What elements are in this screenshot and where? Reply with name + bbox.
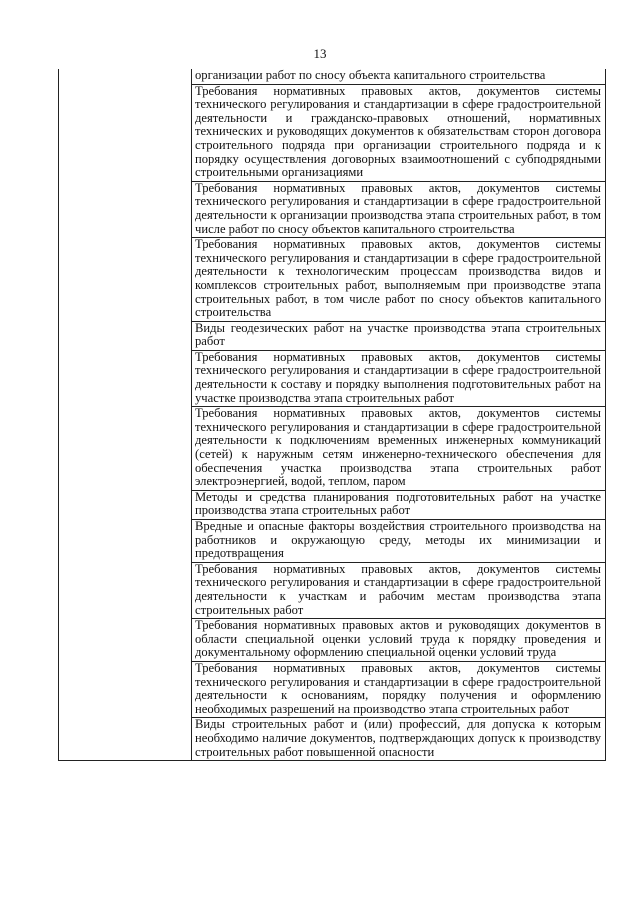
table-cell-text (192, 350, 606, 406)
cell-text: Требования нормативных правовых актов, документов системы технического регулирования и стандартизации в сфере градостроительной деятельности и гражданско-правовых отношений, нормативных технических и руководящих документов к обязательствам сторон договора строительного подряда при организации строительного подряда и к порядку осуществления договорных взаимоотношений с субподрядными строительными организациями (195, 83, 601, 180)
table-cell-text (192, 84, 606, 181)
cell-text: Методы и средства планирования подготовительных работ на участке производства этапа строительных работ (195, 489, 601, 518)
cell-text: Требования нормативных правовых актов, документов системы технического регулирования и стандартизации в сфере градостроительной деятельности к технологическим процессам производства видов и комплексов строительных работ, выполняемым при производстве этапа строительных работ, в том числе работ по сносу объектов капитального строительства (195, 237, 601, 320)
label-column-cell (59, 69, 192, 761)
cell-text: Требования нормативных правовых актов, документов системы технического регулирования и стандартизации в сфере градостроительной деятельности к основаниям, порядку получения и оформлению необходимых разрешений на производство этапа строительных работ (195, 660, 601, 716)
cell-text: Требования нормативных правовых актов и руководящих документов в области специальной оценки условий труда к порядку проведения и документальному оформлению специальной оценки условий труда (195, 618, 601, 660)
table-cell-text (192, 718, 606, 761)
cell-text: Требования нормативных правовых актов, документов системы технического регулирования и стандартизации в сфере градостроительной деятельности к подключениям временных инженерных коммуникаций (сетей) к наружным сетям инженерно-технического обеспечения для обеспечения участка производства этапа строительных работ электроэнергией, водой, теплом, паром (195, 406, 601, 489)
cell-text: Требования нормативных правовых актов, документов системы технического регулирования и стандартизации в сфере градостроительной деятельности к организации производства этапа строительных работ, в том числе работ по сносу объектов капитального строительства (195, 180, 601, 236)
table-cell-text (192, 562, 606, 618)
table-cell-text (192, 321, 606, 350)
table-cell-text (192, 181, 606, 237)
table-cell-text (192, 69, 606, 84)
table-cell-text (192, 490, 606, 519)
cell-text: организации работ по сносу объекта капитального строительства (195, 68, 546, 82)
cell-text: Вредные и опасные факторы воздействия строительного производства на работников и окружающую среду, методы их минимизации и предотвращения (195, 519, 601, 561)
cell-text: Требования нормативных правовых актов, документов системы технического регулирования и стандартизации в сфере градостроительной деятельности к составу и порядку выполнения подготовительных работ на участке производства этапа строительных работ (195, 349, 601, 405)
table-cell-text (192, 238, 606, 322)
cell-text: Виды строительных работ и (или) профессий, для допуска к которым необходимо наличие документов, подтверждающих допуск к производству строительных работ повышенной опасности (195, 717, 601, 759)
page-number: 13 (313, 46, 327, 61)
cell-text: Требования нормативных правовых актов, документов системы технического регулирования и стандартизации в сфере градостроительной деятельности к участкам и рабочим местам производства этапа строительных работ (195, 561, 601, 617)
requirements-table (58, 69, 606, 761)
cell-text: Виды геодезических работ на участке производства этапа строительных работ (195, 320, 601, 349)
table-cell-text (192, 520, 606, 563)
table-row (59, 69, 606, 84)
table-cell-text (192, 661, 606, 717)
table-cell-text (192, 619, 606, 662)
table-cell-text (192, 407, 606, 491)
